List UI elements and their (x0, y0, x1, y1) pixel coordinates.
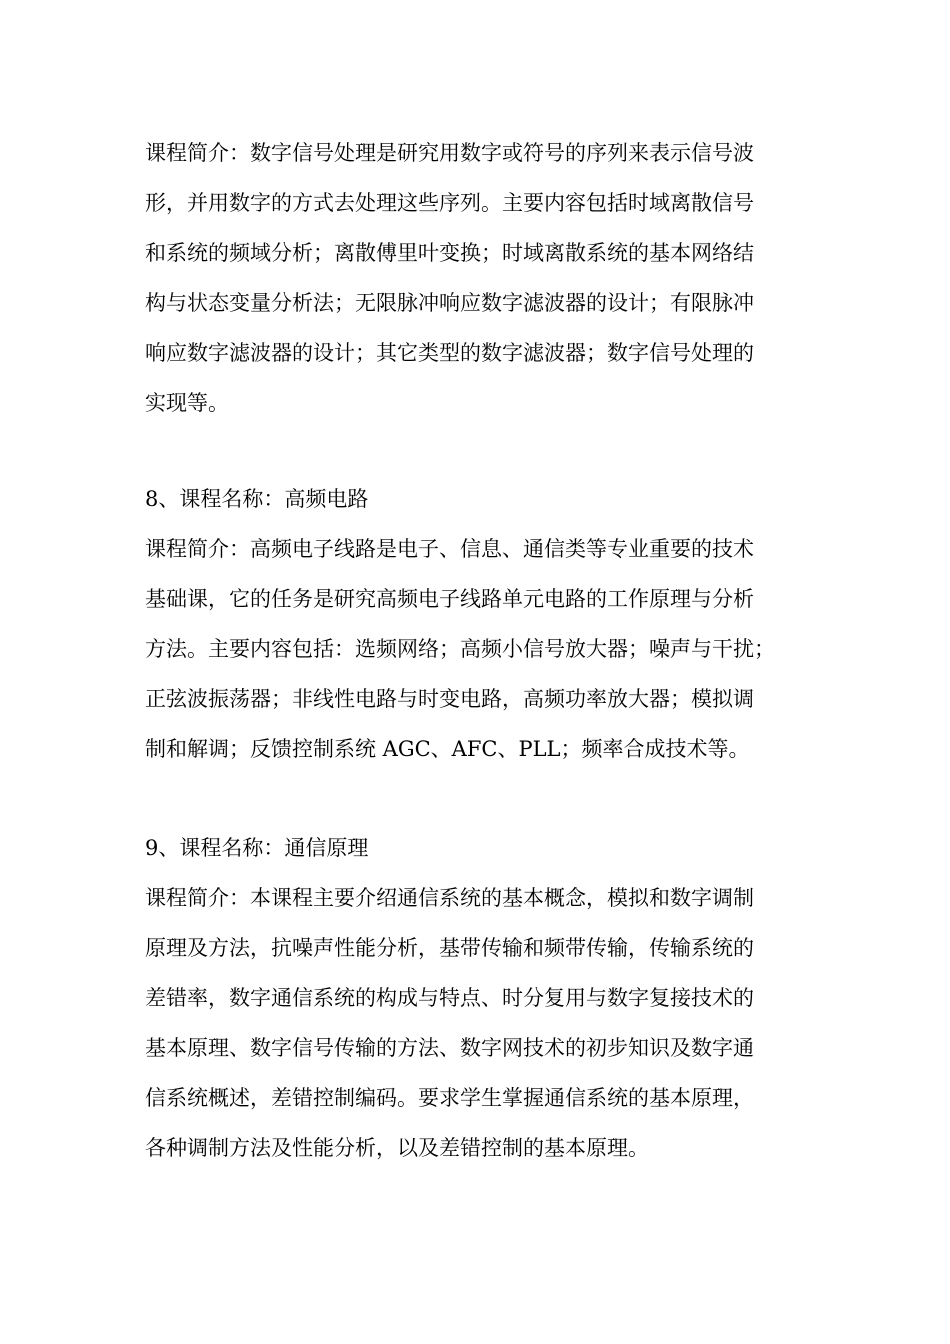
paragraph-line: 构与状态变量分析法；无限脉冲响应数字滤波器的设计；有限脉冲 (145, 291, 754, 315)
paragraph-line: 制和解调；反馈控制系统 AGC、AFC、PLL；频率合成技术等。 (145, 737, 750, 761)
paragraph-line: 课程简介：数字信号处理是研究用数字或符号的序列来表示信号波 (145, 141, 754, 165)
course-heading: 9、课程名称：通信原理 (145, 836, 369, 860)
course-section-9 (145, 823, 820, 1173)
paragraph-line: 形，并用数字的方式去处理这些序列。主要内容包括时域离散信号 (145, 191, 754, 215)
paragraph-line: 信系统概述，差错控制编码。要求学生掌握通信系统的基本原理， (145, 1086, 754, 1110)
paragraph-line: 课程简介：本课程主要介绍通信系统的基本概念，模拟和数字调制 (145, 886, 754, 910)
paragraph-line: 基本原理、数字信号传输的方法、数字网技术的初步知识及数字通 (145, 1036, 754, 1060)
paragraph-line: 差错率，数字通信系统的构成与特点、时分复用与数字复接技术的 (145, 986, 754, 1010)
course-section-8 (145, 474, 820, 774)
paragraph-line: 响应数字滤波器的设计；其它类型的数字滤波器；数字信号处理的 (145, 341, 754, 365)
paragraph-line: 基础课，它的任务是研究高频电子线路单元电路的工作原理与分析 (145, 587, 754, 611)
paragraph-line: 各种调制方法及性能分析，以及差错控制的基本原理。 (145, 1136, 649, 1160)
paragraph-line: 实现等。 (145, 391, 229, 415)
paragraph-line: 正弦波振荡器；非线性电路与时变电路，高频功率放大器；模拟调 (145, 687, 754, 711)
paragraph-line: 原理及方法，抗噪声性能分析，基带传输和频带传输，传输系统的 (145, 936, 754, 960)
paragraph-line: 课程简介：高频电子线路是电子、信息、通信类等专业重要的技术 (145, 537, 754, 561)
paragraph-line: 方法。主要内容包括：选频网络；高频小信号放大器；噪声与干扰； (145, 637, 775, 661)
course-heading: 8、课程名称：高频电路 (145, 487, 369, 511)
paragraph-line: 和系统的频域分析；离散傅里叶变换；时域离散系统的基本网络结 (145, 241, 754, 265)
course-intro-paragraph (145, 128, 820, 428)
